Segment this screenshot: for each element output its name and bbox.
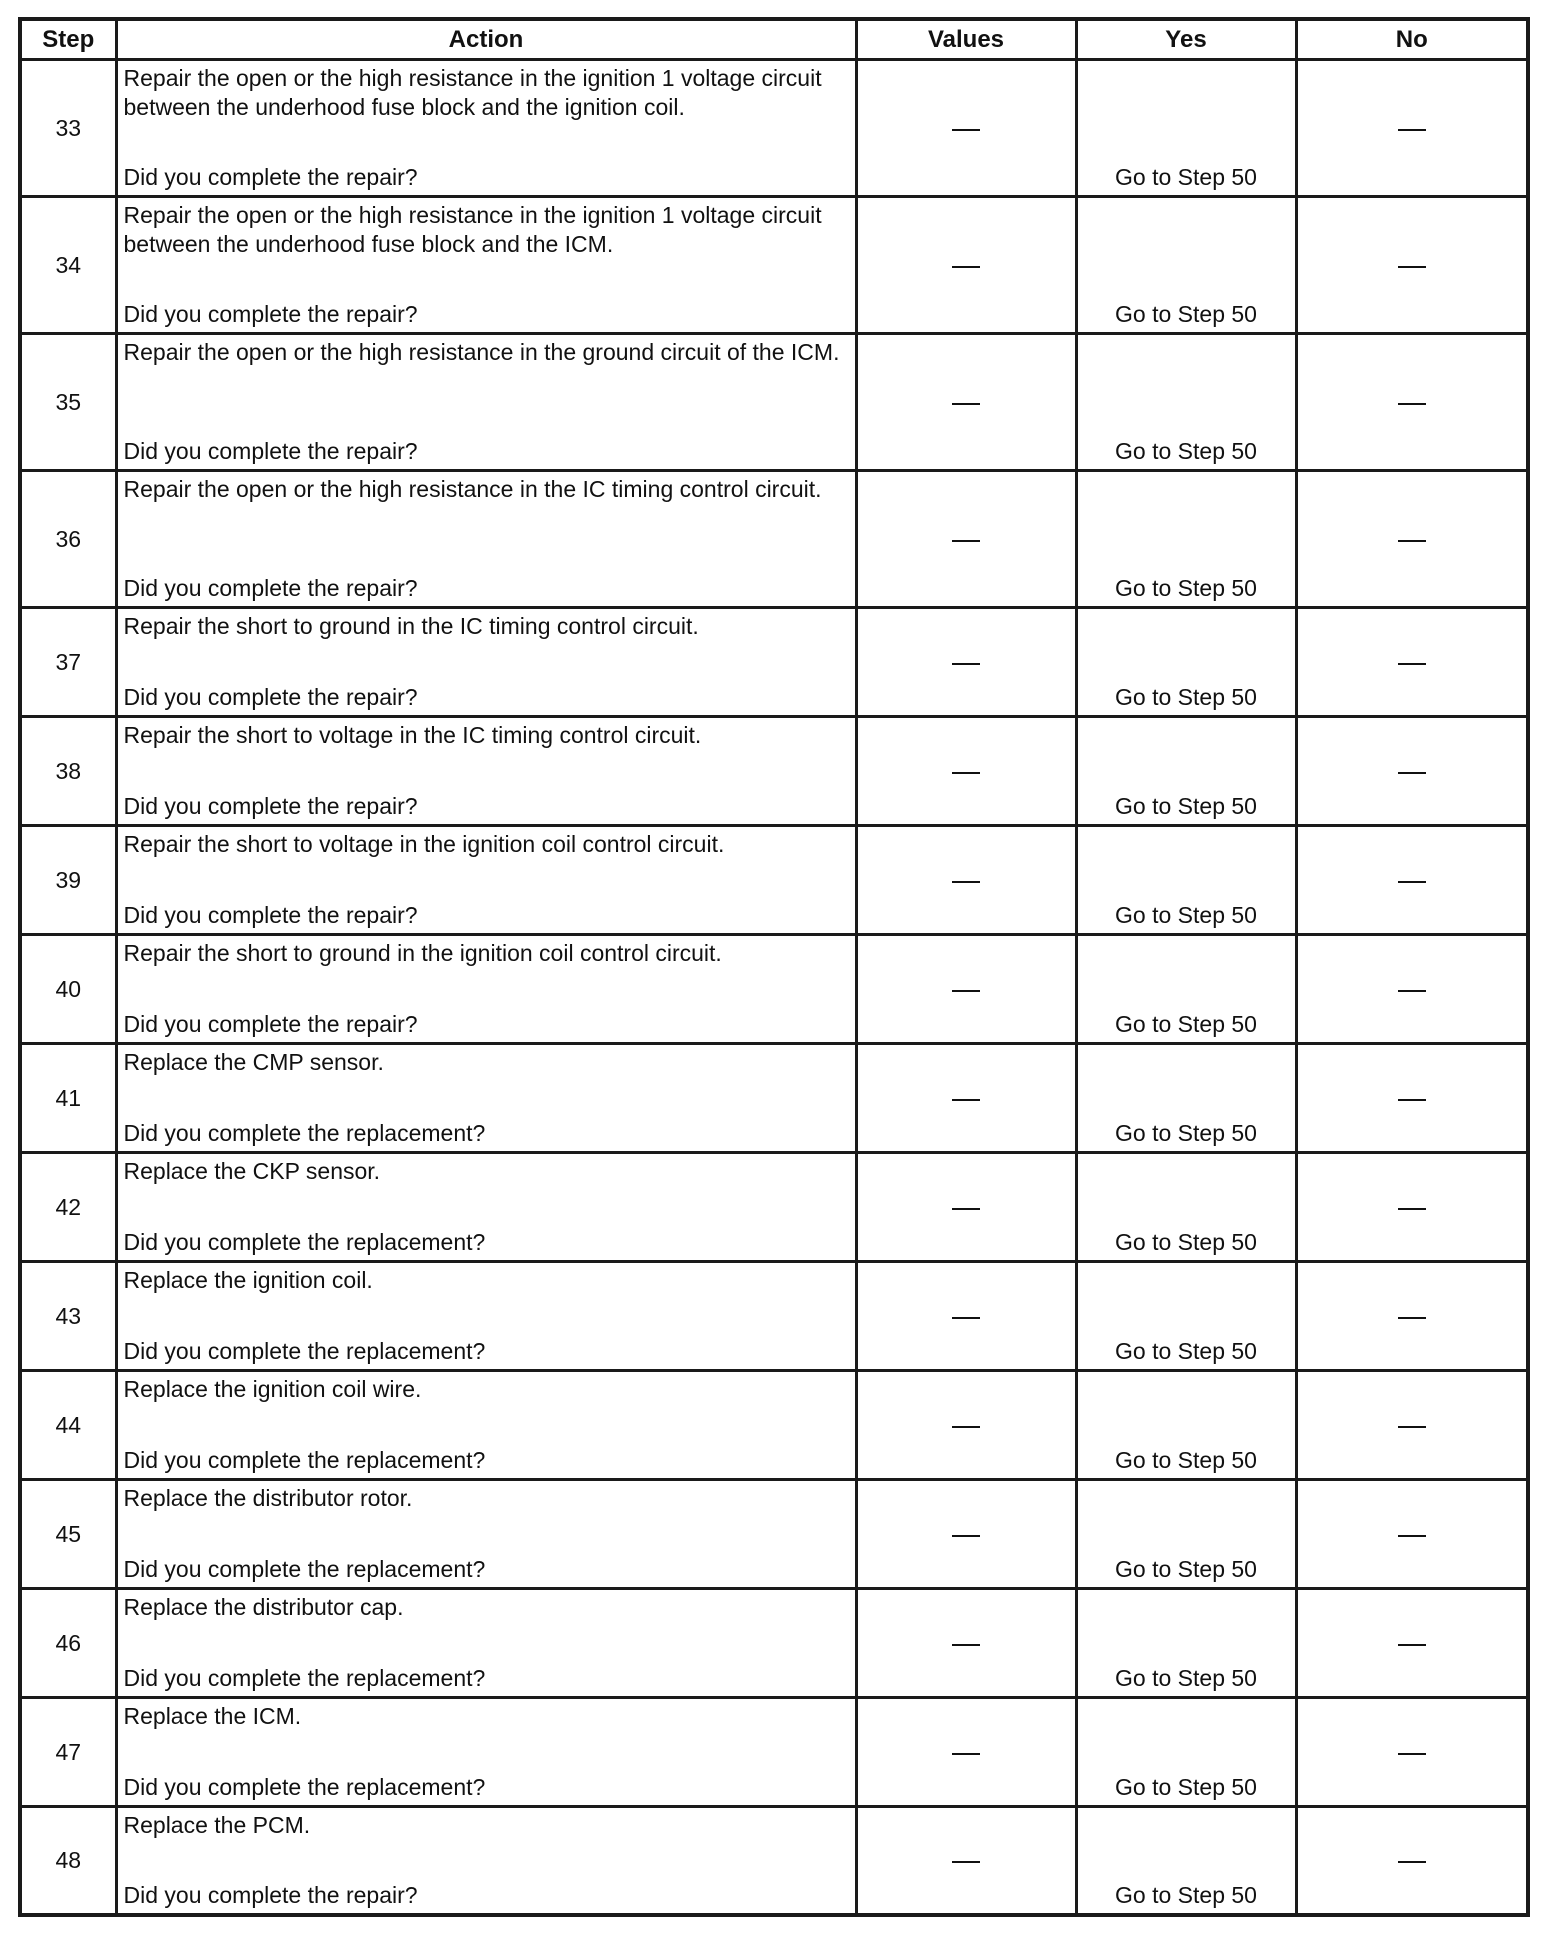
- step-number: 36: [20, 471, 116, 608]
- action-question: Did you complete the replacement?: [123, 1447, 486, 1473]
- action-question: Did you complete the replacement?: [123, 1774, 486, 1800]
- table-row: [20, 1262, 1528, 1371]
- action-text: Replace the ignition coil.: [123, 1267, 373, 1293]
- action-cell: [116, 935, 856, 1044]
- action-text: Repair the open or the high resistance in the ignition 1 voltage circuit between the underhood fuse block and the ICM.: [123, 202, 822, 257]
- step-number: 44: [20, 1371, 116, 1480]
- values-dash: [952, 1644, 980, 1646]
- no-cell: [1296, 1044, 1528, 1153]
- no-cell: [1296, 1262, 1528, 1371]
- step-number: 38: [20, 717, 116, 826]
- action-question: Did you complete the replacement?: [123, 1120, 486, 1146]
- values-cell: [856, 60, 1076, 197]
- yes-cell: [1076, 717, 1296, 826]
- action-cell: [116, 717, 856, 826]
- table-row: [20, 1044, 1528, 1153]
- step-number: 35: [20, 334, 116, 471]
- values-cell: [856, 197, 1076, 334]
- table-row: [20, 1698, 1528, 1807]
- values-dash: [952, 990, 980, 992]
- step-number: 40: [20, 935, 116, 1044]
- action-question: Did you complete the replacement?: [123, 1556, 486, 1582]
- yes-text: Go to Step 50: [1115, 301, 1257, 327]
- table-row: [20, 1371, 1528, 1480]
- step-number: 41: [20, 1044, 116, 1153]
- table-row: [20, 471, 1528, 608]
- action-cell: [116, 334, 856, 471]
- action-text: Replace the CMP sensor.: [123, 1049, 384, 1075]
- step-number: 45: [20, 1480, 116, 1589]
- step-number: 39: [20, 826, 116, 935]
- yes-cell: [1076, 471, 1296, 608]
- action-question: Did you complete the repair?: [123, 684, 418, 710]
- values-dash: [952, 663, 980, 665]
- yes-cell: [1076, 608, 1296, 717]
- no-cell: [1296, 1698, 1528, 1807]
- no-dash: [1398, 881, 1426, 883]
- action-cell: [116, 1589, 856, 1698]
- values-dash: [952, 1317, 980, 1319]
- no-dash: [1398, 1753, 1426, 1755]
- values-dash: [952, 540, 980, 542]
- values-cell: [856, 608, 1076, 717]
- no-dash: [1398, 663, 1426, 665]
- no-cell: [1296, 1371, 1528, 1480]
- yes-text: Go to Step 50: [1115, 438, 1257, 464]
- no-dash: [1398, 403, 1426, 405]
- table-row: [20, 197, 1528, 334]
- action-text: Replace the distributor cap.: [123, 1594, 404, 1620]
- yes-cell: [1076, 60, 1296, 197]
- action-question: Did you complete the repair?: [123, 438, 418, 464]
- yes-cell: [1076, 1153, 1296, 1262]
- no-dash: [1398, 1099, 1426, 1101]
- values-cell: [856, 826, 1076, 935]
- action-text: Repair the short to ground in the IC timing control circuit.: [123, 613, 699, 639]
- action-question: Did you complete the replacement?: [123, 1665, 486, 1691]
- yes-cell: [1076, 334, 1296, 471]
- action-cell: [116, 471, 856, 608]
- table-row: [20, 1480, 1528, 1589]
- no-dash: [1398, 1426, 1426, 1428]
- values-cell: [856, 1589, 1076, 1698]
- yes-text: Go to Step 50: [1115, 1120, 1257, 1146]
- values-dash: [952, 881, 980, 883]
- no-cell: [1296, 1807, 1528, 1916]
- yes-text: Go to Step 50: [1115, 902, 1257, 928]
- no-dash: [1398, 990, 1426, 992]
- no-dash: [1398, 1535, 1426, 1537]
- values-cell: [856, 1371, 1076, 1480]
- values-cell: [856, 1262, 1076, 1371]
- action-text: Replace the ICM.: [123, 1703, 302, 1729]
- action-question: Did you complete the repair?: [123, 575, 418, 601]
- values-cell: [856, 1480, 1076, 1589]
- action-text: Replace the distributor rotor.: [123, 1485, 413, 1511]
- table-row: [20, 334, 1528, 471]
- yes-text: Go to Step 50: [1115, 1665, 1257, 1691]
- yes-text: Go to Step 50: [1115, 1882, 1257, 1908]
- action-question: Did you complete the replacement?: [123, 1338, 486, 1364]
- values-dash: [952, 266, 980, 268]
- no-cell: [1296, 471, 1528, 608]
- yes-text: Go to Step 50: [1115, 575, 1257, 601]
- no-dash: [1398, 772, 1426, 774]
- yes-text: Go to Step 50: [1115, 164, 1257, 190]
- action-text: Repair the short to voltage in the IC timing control circuit.: [123, 722, 702, 748]
- action-cell: [116, 608, 856, 717]
- values-cell: [856, 1153, 1076, 1262]
- action-question: Did you complete the repair?: [123, 793, 418, 819]
- yes-text: Go to Step 50: [1115, 1229, 1257, 1255]
- no-cell: [1296, 1153, 1528, 1262]
- yes-text: Go to Step 50: [1115, 793, 1257, 819]
- yes-cell: [1076, 1044, 1296, 1153]
- action-text: Repair the short to ground in the ignition coil control circuit.: [123, 940, 722, 966]
- values-cell: [856, 471, 1076, 608]
- no-cell: [1296, 1480, 1528, 1589]
- yes-cell: [1076, 1480, 1296, 1589]
- no-dash: [1398, 1208, 1426, 1210]
- no-dash: [1398, 129, 1426, 131]
- yes-text: Go to Step 50: [1115, 684, 1257, 710]
- action-cell: [116, 1044, 856, 1153]
- header-step: Step: [20, 19, 116, 60]
- no-dash: [1398, 540, 1426, 542]
- no-cell: [1296, 826, 1528, 935]
- action-question: Did you complete the repair?: [123, 301, 418, 327]
- yes-text: Go to Step 50: [1115, 1011, 1257, 1037]
- values-cell: [856, 717, 1076, 826]
- action-text: Replace the ignition coil wire.: [123, 1376, 422, 1402]
- action-cell: [116, 826, 856, 935]
- yes-cell: [1076, 1807, 1296, 1916]
- no-dash: [1398, 1861, 1426, 1863]
- yes-cell: [1076, 1698, 1296, 1807]
- action-cell: [116, 1480, 856, 1589]
- table-row: [20, 1589, 1528, 1698]
- action-cell: [116, 60, 856, 197]
- values-dash: [952, 1099, 980, 1101]
- table-row: [20, 1807, 1528, 1916]
- yes-cell: [1076, 826, 1296, 935]
- yes-text: Go to Step 50: [1115, 1338, 1257, 1364]
- header-no: No: [1296, 19, 1528, 60]
- values-dash: [952, 1208, 980, 1210]
- values-dash: [952, 1753, 980, 1755]
- step-number: 46: [20, 1589, 116, 1698]
- header-row: [20, 19, 1528, 60]
- step-number: 43: [20, 1262, 116, 1371]
- step-number: 48: [20, 1807, 116, 1916]
- values-dash: [952, 772, 980, 774]
- header-action: Action: [116, 19, 856, 60]
- values-dash: [952, 129, 980, 131]
- action-cell: [116, 1153, 856, 1262]
- table-row: [20, 608, 1528, 717]
- yes-text: Go to Step 50: [1115, 1774, 1257, 1800]
- table-row: [20, 1153, 1528, 1262]
- yes-cell: [1076, 197, 1296, 334]
- action-question: Did you complete the repair?: [123, 1011, 418, 1037]
- no-dash: [1398, 266, 1426, 268]
- action-question: Did you complete the repair?: [123, 902, 418, 928]
- action-text: Repair the open or the high resistance in the ground circuit of the ICM.: [123, 339, 840, 365]
- action-cell: [116, 1698, 856, 1807]
- no-cell: [1296, 717, 1528, 826]
- action-cell: [116, 1371, 856, 1480]
- step-number: 34: [20, 197, 116, 334]
- no-cell: [1296, 608, 1528, 717]
- yes-cell: [1076, 1589, 1296, 1698]
- step-number: 33: [20, 60, 116, 197]
- action-cell: [116, 197, 856, 334]
- action-text: Replace the PCM.: [123, 1812, 311, 1838]
- action-question: Did you complete the repair?: [123, 164, 418, 190]
- no-cell: [1296, 197, 1528, 334]
- yes-cell: [1076, 1262, 1296, 1371]
- action-text: Repair the open or the high resistance in the IC timing control circuit.: [123, 476, 822, 502]
- action-text: Repair the short to voltage in the ignition coil control circuit.: [123, 831, 725, 857]
- no-cell: [1296, 935, 1528, 1044]
- action-cell: [116, 1807, 856, 1916]
- values-cell: [856, 1807, 1076, 1916]
- values-cell: [856, 1044, 1076, 1153]
- action-question: Did you complete the replacement?: [123, 1229, 486, 1255]
- yes-text: Go to Step 50: [1115, 1556, 1257, 1582]
- no-cell: [1296, 1589, 1528, 1698]
- yes-cell: [1076, 935, 1296, 1044]
- header-yes: Yes: [1076, 19, 1296, 60]
- yes-text: Go to Step 50: [1115, 1447, 1257, 1473]
- action-text: Replace the CKP sensor.: [123, 1158, 381, 1184]
- action-text: Repair the open or the high resistance in the ignition 1 voltage circuit between the underhood fuse block and the ignition coil.: [123, 65, 822, 120]
- no-cell: [1296, 60, 1528, 197]
- table-row: [20, 717, 1528, 826]
- values-cell: [856, 935, 1076, 1044]
- action-cell: [116, 1262, 856, 1371]
- action-question: Did you complete the repair?: [123, 1882, 418, 1908]
- values-dash: [952, 403, 980, 405]
- step-number: 42: [20, 1153, 116, 1262]
- values-cell: [856, 1698, 1076, 1807]
- header-values: Values: [856, 19, 1076, 60]
- diagnostic-table: [18, 17, 1530, 1917]
- no-dash: [1398, 1644, 1426, 1646]
- table-row: [20, 60, 1528, 197]
- table-row: [20, 935, 1528, 1044]
- table-row: [20, 826, 1528, 935]
- step-number: 37: [20, 608, 116, 717]
- no-dash: [1398, 1317, 1426, 1319]
- no-cell: [1296, 334, 1528, 471]
- yes-cell: [1076, 1371, 1296, 1480]
- values-dash: [952, 1426, 980, 1428]
- values-dash: [952, 1861, 980, 1863]
- step-number: 47: [20, 1698, 116, 1807]
- values-cell: [856, 334, 1076, 471]
- values-dash: [952, 1535, 980, 1537]
